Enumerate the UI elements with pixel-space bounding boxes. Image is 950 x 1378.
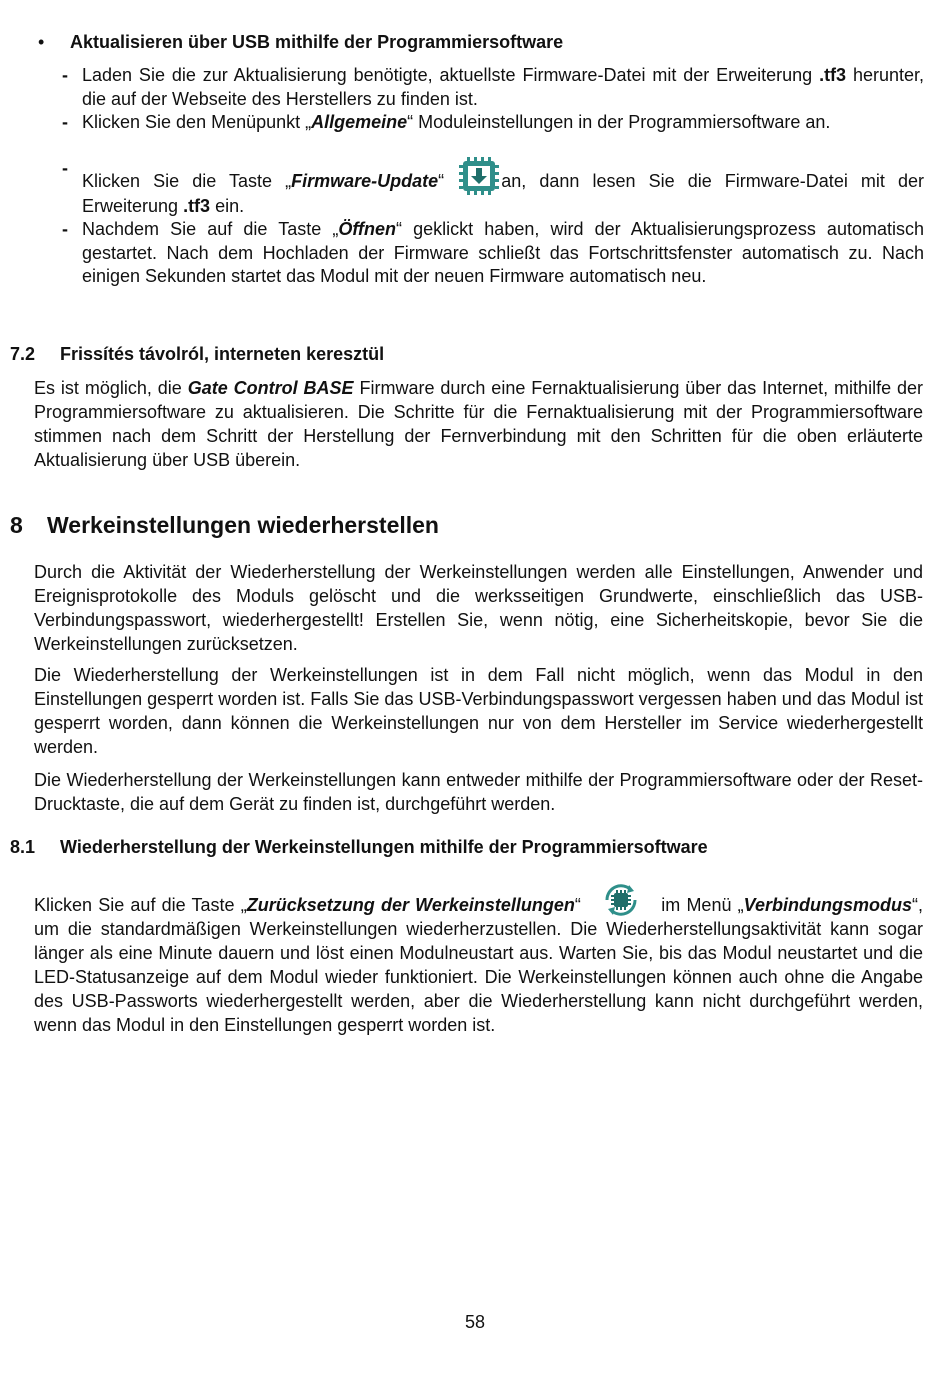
menu-name: Verbindungsmodus [743, 895, 912, 915]
button-name: Öffnen [338, 219, 397, 239]
section-7-2-paragraph: Es ist möglich, die Gate Control BASE Firmware durch eine Fernaktualisierung über das Internet, mithilfe der Programmiersoftware zu aktualisieren. Die Schritte für die Fernaktualisierung mit der Programmiersoftware stimmen nach dem Schritt der Herstellung der Fernverbindung mit den Schritten für die oben erläuterte Aktualisierung über USB überein. [34, 378, 924, 470]
menu-name: Allgemeine [311, 112, 408, 132]
chip-refresh-icon [597, 883, 645, 917]
file-extension: .tf3 [183, 195, 211, 216]
product-name: Gate Control BASE [187, 378, 354, 398]
chip-download-icon [457, 157, 501, 195]
usb-update-heading [38, 30, 918, 54]
chapter-8-heading [10, 510, 439, 540]
chapter-number: 8 [10, 512, 23, 538]
list-item: - Klicken Sie die Taste „Firmware-Update“ an, dann lesen Sie die Firmware-Datei mit der Erweiterung .tf3 ein. [62, 157, 925, 216]
usb-steps-list [60, 64, 924, 289]
section-number: 7.2 [10, 344, 36, 364]
chapter-title: Werkeinstellungen wiederherstellen [47, 512, 439, 538]
list-item: - Klicken Sie den Menüpunkt „Allgemeine“ Moduleinstellungen in der Programmiersoftware an. [62, 112, 831, 132]
section-8-1-heading [10, 835, 708, 859]
chapter-8-paragraph-2: Die Wiederherstellung der Werkeinstellungen ist in dem Fall nicht möglich, wenn das Modul in den Einstellungen gesperrt worden ist. Falls Sie das USB-Verbindungspasswort vergessen haben und das Modul ist gesperrt worden, dann können die Werkeinstellungen nur von dem Hersteller im Service wiederhergestellt werden. [34, 665, 923, 757]
list-item: - Laden Sie die zur Aktualisierung benötigte, aktuellste Firmware-Datei mit der Erweiterung .tf3 herunter, die auf der Webseite des Herstellers zu finden ist. [62, 65, 924, 109]
section-7-2-heading [10, 342, 384, 366]
chapter-8-paragraph-1: Durch die Aktivität der Wiederherstellung der Werkeinstellungen werden alle Einstellungen, Anwender und Ereignisprotokolle des Moduls gelöscht und die werksseitigen Grundwerte, einschließlich das USB-Verbindungspasswort, wiederhergestellt! Erstellen Sie, wenn nötig, eine Sicherheitskopie, bevor Sie die Werkeinstellungen zurücksetzen. [34, 562, 923, 654]
section-number: 8.1 [10, 837, 36, 857]
bullet: • [38, 32, 45, 52]
file-extension: .tf3 [819, 65, 847, 85]
section-8-1-paragraph: Klicken Sie auf die Taste „Zurücksetzung der Werkeinstellungen“ im Menü „Verbindungsmodus“, um die standardmäßigen Werkeinstellungen wiederherzustellen. Die Wiederherstellungsaktivität kann sogar länger als eine Minute dauern und löst einen Modulneustart aus. Warten Sie, bis das Modul neustartet und die LED-Statusanzeige auf dem Modul wieder funktioniert. Die Werkeinstellungen können auch ohne die Angabe des USB-Passworts wiederhergestellt werden, aber die Wiederherstellung kann nicht durchgeführt werden, wenn das Modul in den Einstellungen gesperrt worden ist. [34, 883, 923, 1037]
chapter-8-paragraph-3: Die Wiederherstellung der Werkeinstellungen kann entweder mithilfe der Programmiersoftware oder der Reset-Drucktaste, die auf dem Gerät zu finden ist, durchgeführt werden. [34, 770, 923, 814]
button-name: Firmware-Update [291, 170, 439, 191]
button-name: Zurücksetzung der Werkeinstellungen [246, 895, 575, 915]
page-number: 58 [464, 1312, 486, 1332]
section-title: Wiederherstellung der Werkeinstellungen mithilfe der Programmiersoftware [60, 837, 708, 857]
usb-update-title: Aktualisieren über USB mithilfe der Programmiersoftware [70, 32, 564, 52]
list-item: - Nachdem Sie auf die Taste „Öffnen“ geklickt haben, wird der Aktualisierungsprozess automatisch gestartet. Nach dem Hochladen der Firmware schließt das Fortschrittsfenster automatisch zu. Nach einigen Sekunden startet das Modul mit der neuen Firmware automatisch neu. [62, 219, 924, 286]
section-title: Frissítés távolról, interneten keresztül [60, 344, 385, 364]
